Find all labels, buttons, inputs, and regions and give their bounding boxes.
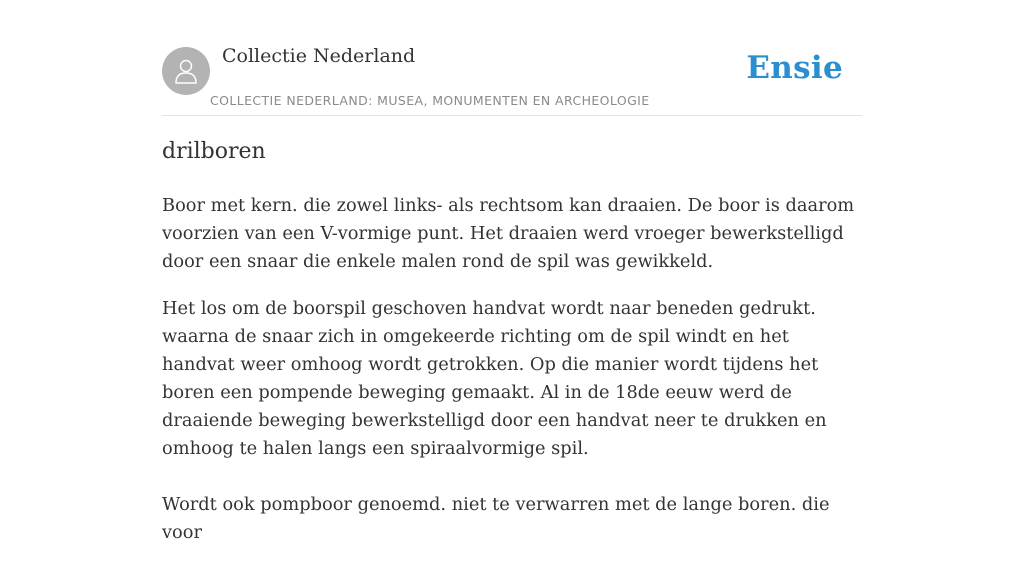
- avatar[interactable]: [162, 47, 210, 95]
- author-subtitle: COLLECTIE NEDERLAND: MUSEA, MONUMENTEN EN ARCHEOLOGIE: [210, 93, 650, 108]
- author-name[interactable]: Collectie Nederland: [222, 45, 416, 67]
- entry-paragraph-3: Wordt ook pompboor genoemd. niet te verwarren met de lange boren. die voor: [162, 494, 830, 543]
- page-container: [162, 0, 862, 543]
- entry-paragraph-1: Boor met kern. die zowel links- als rechtsom kan draaien. De boor is daarom voorzien van een V-vormige punt. Het draaien werd vroeger bewerkstelligd door een snaar die enkele malen rond de spil was gewikkeld.: [162, 195, 855, 272]
- entry-paragraph-2: Het los om de boorspil geschoven handvat wordt naar beneden gedrukt. waarna de snaar zich in omgekeerde richting om de spil windt en het handvat weer omhoog wordt getrokken. Op die manier wordt tijdens het boren een pompende beweging gemaakt. Al in de 18de eeuw werd de draaiende beweging bewerkstelligd door een handvat neer te drukken en omhoog te halen langs een spiraalvormige spil.: [162, 298, 827, 459]
- entry-title: drilboren: [162, 139, 266, 164]
- header: [162, 0, 862, 116]
- user-icon: [171, 56, 201, 86]
- entry-content: [162, 192, 862, 566]
- ensie-logo[interactable]: Ensie: [746, 50, 843, 86]
